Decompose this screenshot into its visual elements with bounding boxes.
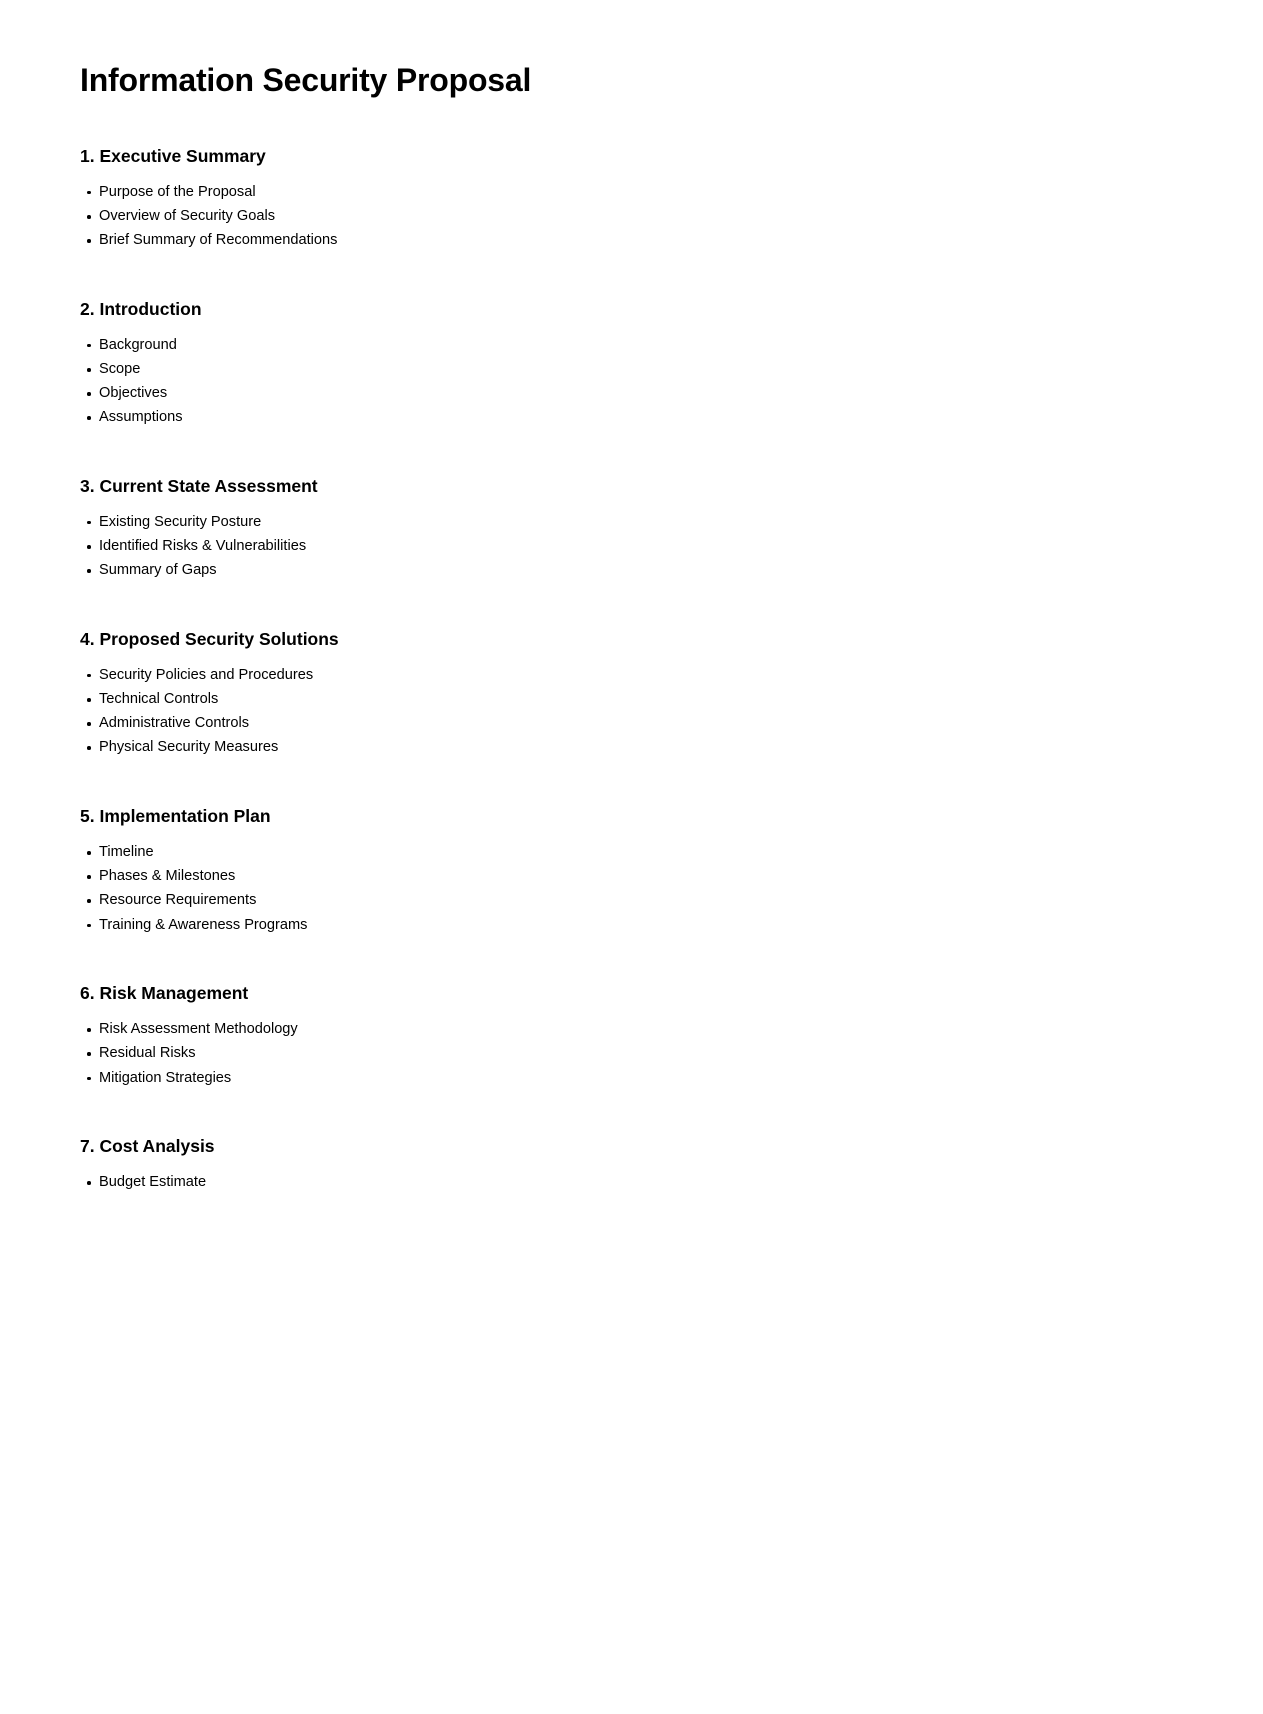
section-bullet-list-3 (80, 515, 1183, 578)
list-item-label: Mitigation Strategies (99, 1069, 232, 1086)
list-item (80, 1046, 1183, 1061)
list-item-label: Identified Risks & Vulnerabilities (99, 538, 307, 555)
document-section-7 (80, 1136, 1183, 1190)
section-heading-6: 6. Risk Management (80, 983, 249, 1004)
section-bullet-list-4 (80, 668, 1183, 755)
list-item-label: Scope (99, 360, 141, 377)
list-item-label: Administrative Controls (99, 715, 250, 732)
list-item (80, 668, 1183, 683)
list-item (80, 869, 1183, 884)
page-title: Information Security Proposal (80, 62, 532, 98)
list-item (80, 515, 1183, 530)
list-item-label: Overview of Security Goals (99, 207, 275, 224)
section-bullet-list-7 (80, 1175, 1183, 1190)
list-item (80, 362, 1183, 377)
list-item-label: Budget Estimate (99, 1174, 207, 1191)
list-item (80, 386, 1183, 401)
document-section-3 (80, 476, 1183, 578)
section-heading-7: 7. Cost Analysis (80, 1136, 215, 1157)
list-item (80, 410, 1183, 425)
list-item (80, 1071, 1183, 1086)
list-item (80, 338, 1183, 353)
section-heading-3: 3. Current State Assessment (80, 475, 318, 496)
section-bullet-list-2 (80, 338, 1183, 425)
list-item-label: Training & Awareness Programs (99, 916, 308, 933)
list-item (80, 563, 1183, 578)
list-item-label: Physical Security Measures (99, 739, 279, 756)
list-item-label: Brief Summary of Recommendations (99, 232, 338, 249)
document-section-5 (80, 806, 1183, 932)
list-item-label: Phases & Milestones (99, 868, 236, 885)
list-item-label: Technical Controls (99, 691, 219, 708)
list-item (80, 539, 1183, 554)
section-heading-2: 2. Introduction (80, 298, 202, 319)
list-item (80, 209, 1183, 224)
section-bullet-list-5 (80, 845, 1183, 932)
list-item (80, 893, 1183, 908)
list-item (80, 716, 1183, 731)
list-item-label: Timeline (99, 844, 154, 860)
list-item (80, 692, 1183, 707)
list-item-label: Objectives (99, 385, 168, 402)
list-item (80, 740, 1183, 755)
section-heading-5: 5. Implementation Plan (80, 806, 271, 826)
list-item (80, 1022, 1183, 1037)
list-item-label: Risk Assessment Methodology (99, 1021, 298, 1038)
list-item (80, 233, 1183, 248)
list-item-label: Background (99, 336, 177, 353)
document-section-2 (80, 299, 1183, 425)
list-item (80, 185, 1183, 200)
list-item (80, 1175, 1183, 1190)
section-bullet-list-1 (80, 185, 1183, 248)
document-section-6 (80, 983, 1183, 1085)
list-item-label: Purpose of the Proposal (99, 183, 256, 200)
list-item-label: Resource Requirements (99, 892, 257, 909)
list-item-label: Residual Risks (99, 1045, 196, 1062)
section-heading-4: 4. Proposed Security Solutions (80, 628, 339, 649)
section-heading-1: 1. Executive Summary (80, 145, 266, 166)
list-item-label: Summary of Gaps (99, 562, 217, 579)
section-bullet-list-6 (80, 1022, 1183, 1085)
document-sections (80, 146, 1183, 1190)
list-item-label: Existing Security Posture (99, 513, 262, 530)
list-item-label: Security Policies and Procedures (99, 666, 314, 683)
document-section-4 (80, 629, 1183, 755)
document-section-1 (80, 146, 1183, 248)
list-item-label: Assumptions (99, 409, 183, 426)
list-item (80, 918, 1183, 933)
list-item (80, 845, 1183, 860)
